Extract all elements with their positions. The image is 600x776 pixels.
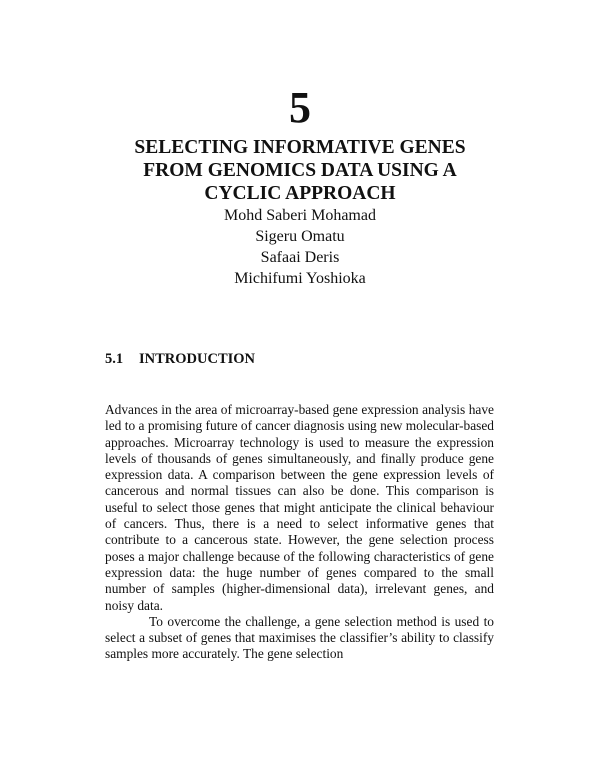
section-heading bbox=[105, 351, 255, 368]
author-name: Safaai Deris bbox=[260, 249, 340, 266]
paragraph: To overcome the challenge, a gene selection method is used to select a subset of genes that maximises the classifier’s ability to classify samples more accurately. The gene selection bbox=[105, 613, 494, 662]
author-name: Mohd Saberi Mohamad bbox=[224, 207, 376, 224]
author-name: Michifumi Yoshioka bbox=[234, 270, 366, 287]
section-number: 5.1 bbox=[105, 351, 124, 367]
chapter-number: 5 bbox=[289, 83, 311, 132]
chapter-title bbox=[60, 136, 540, 205]
author-list bbox=[0, 205, 600, 289]
chapter-title-line: SELECTING INFORMATIVE GENES bbox=[134, 137, 466, 158]
author-name: Sigeru Omatu bbox=[255, 228, 345, 245]
chapter-title-line: FROM GENOMICS DATA USING A bbox=[143, 160, 457, 181]
paragraph: Advances in the area of microarray-based gene expression analysis have led to a promising future of cancer diagnosis using new molecular-based approaches. Microarray technology is used to measure the expression levels of thousands of genes simultaneously, and finally produce gene expression data. A comparison between the gene expression levels of cancerous and normal tissues can also be done. This comparison is useful to select those genes that might anticipate the clinical behaviour of cancers. Thus, there is a need to select informative genes that contribute to a cancerous state. However, the gene selection process poses a major challenge because of the following characteristics of gene expression data: the huge number of genes compared to the small number of samples (higher-dimensional data), irrelevant genes, and noisy data. bbox=[105, 402, 494, 613]
section-title: INTRODUCTION bbox=[139, 351, 256, 367]
chapter-title-line: CYCLIC APPROACH bbox=[204, 183, 396, 204]
body-text bbox=[105, 402, 494, 663]
